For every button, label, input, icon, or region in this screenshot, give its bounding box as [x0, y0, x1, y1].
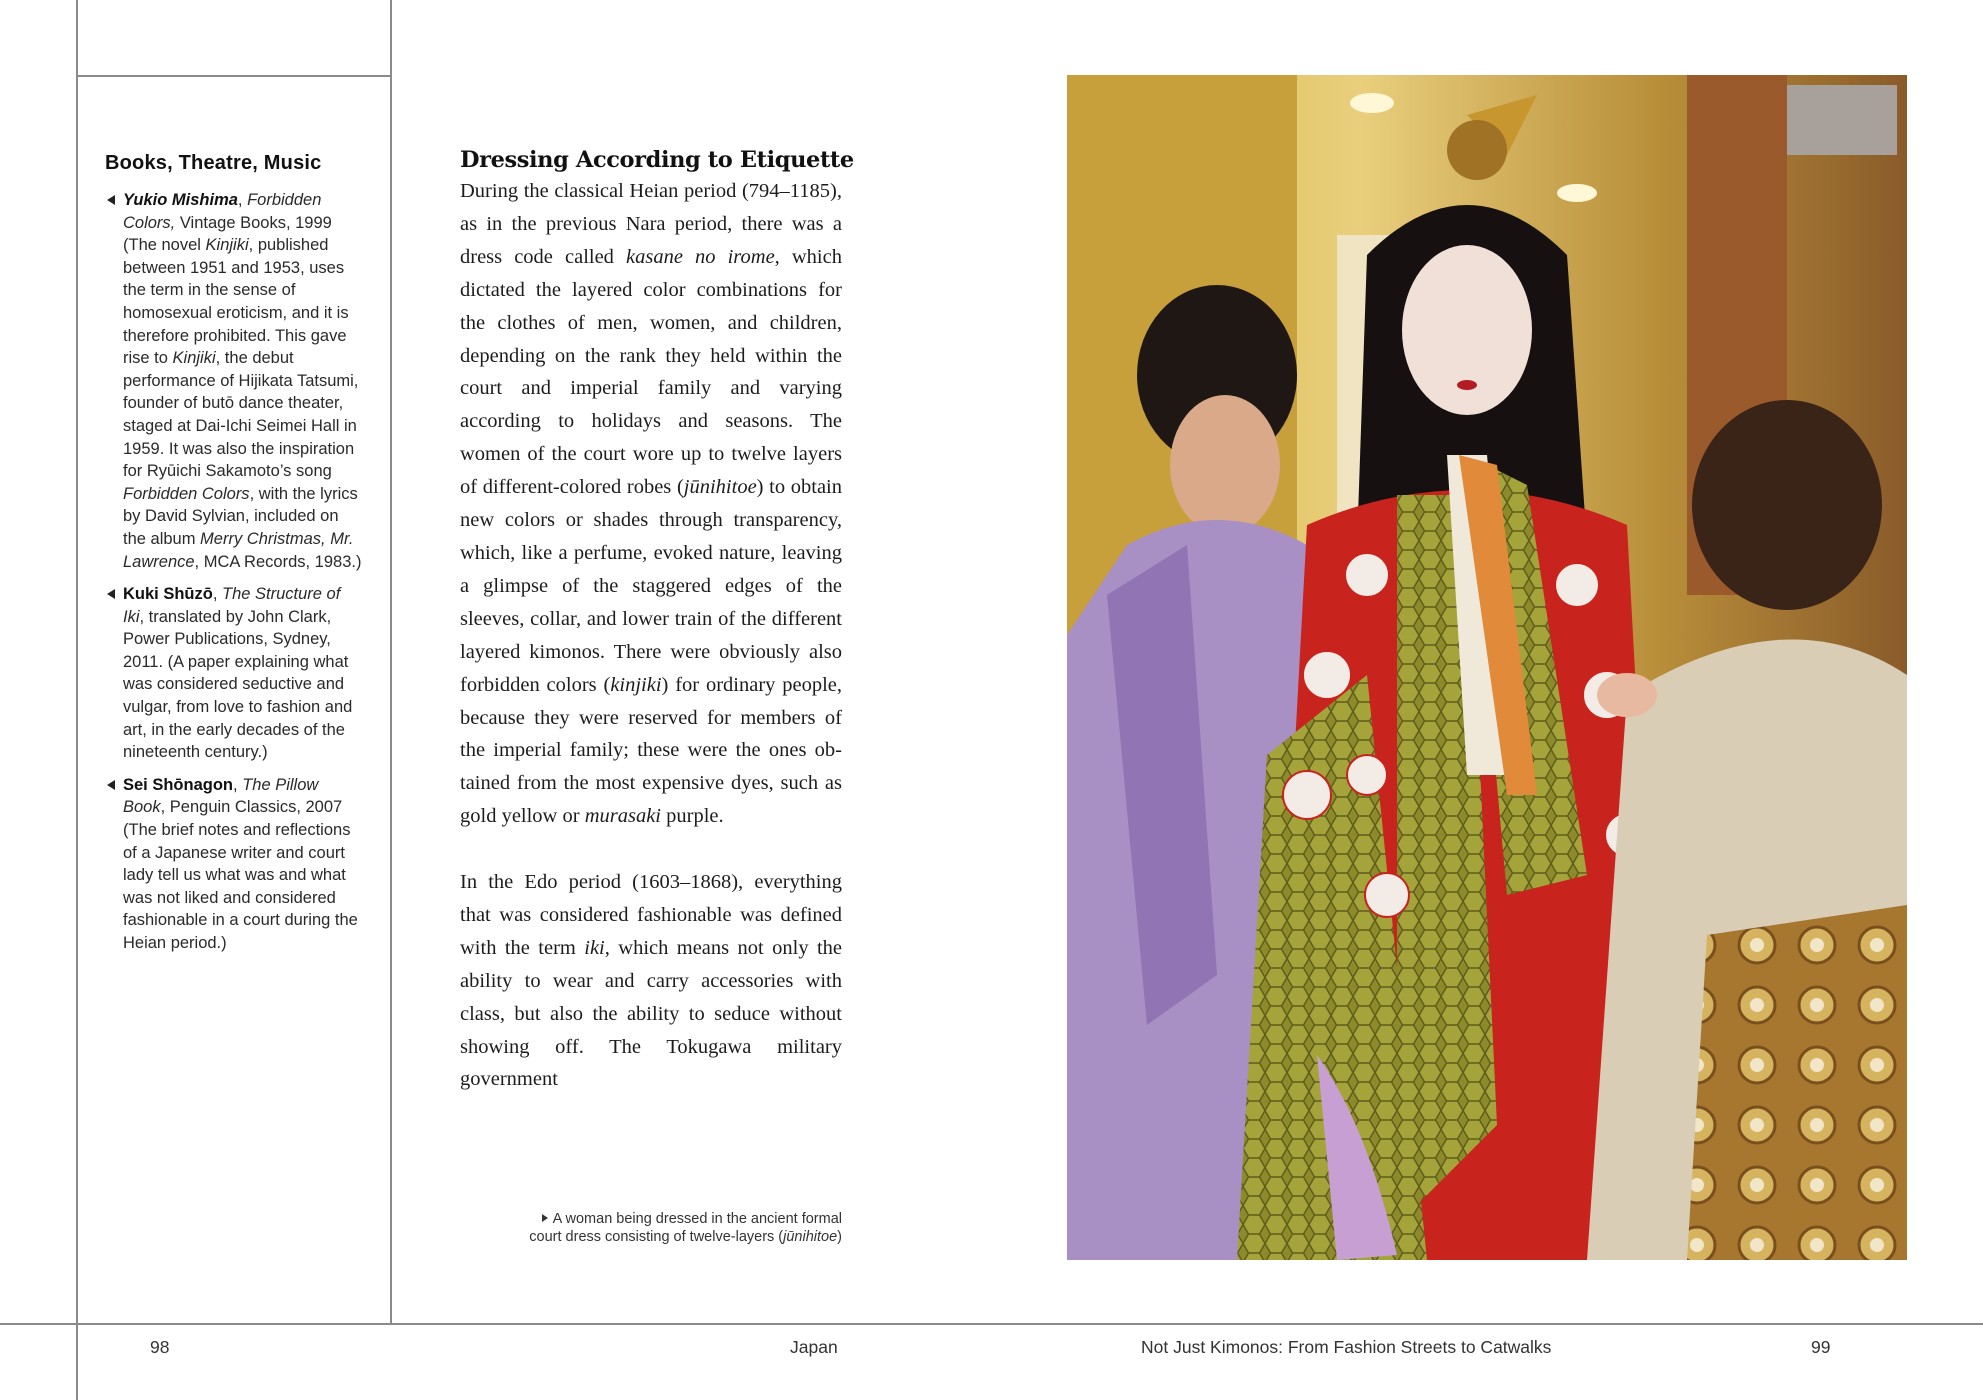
item-text: , with the lyrics by David Sylvian, included on the album — [123, 484, 358, 548]
reading-list — [105, 189, 365, 955]
article-heading: Dressing According to Etiquette — [460, 147, 854, 173]
caption-text: ) — [837, 1229, 842, 1245]
author-name: Kuki Shūzō — [123, 585, 213, 604]
text-run: ) for ordinary people, because they were reserved for members of the imperial family; these were the ones obtained from the most expensive dyes, such as gold yellow or — [460, 673, 843, 828]
text-run: During the classical Heian period (794–1185), as in the previous Nara period, there was a dress code called — [460, 180, 842, 268]
book-title: Kinjiki — [172, 349, 216, 368]
item-text: , the debut performance of Hijikata Tatsumi, founder of butō dance theater, staged at Dai-Ichi Seimei Hall in 1959. It was also the inspiration for Ryūichi Sakamoto’s song — [123, 349, 359, 481]
italic-term: iki — [584, 936, 605, 959]
sidebar-heading: Books, Theatre, Music — [105, 152, 322, 174]
item-text: , Penguin Classics, 2007 (The brief notes and reflections of a Japanese writer and court lady tell us what was and what was not liked and considered fashionable in a court during the Heian period.) — [123, 798, 358, 952]
page-number-left: 98 — [150, 1337, 170, 1357]
court-dress-photo — [1067, 75, 1907, 1260]
author-name: Yukio Mishima — [123, 191, 238, 209]
book-title: The Structure of Iki — [123, 585, 341, 626]
text-run: , which means not only the ability to wear and carry accessories with class, but also the ability to seduce without showing off. The Tokugawa military government — [460, 936, 843, 1091]
item-text: , published between 1951 and 1953, uses the term in the sense of homosexual eroticism, and it is therefore prohibited. This gave rise to — [123, 236, 349, 368]
song-title: Forbidden Colors — [123, 484, 250, 503]
caption-text: A woman being dressed in the ancient formal court dress consisting of twelve-layers ( — [529, 1211, 842, 1245]
triangle-bullet-icon — [107, 195, 115, 205]
text-run: ) to obtain new colors or shades through transparency, which, like a perfume, evoked nature, leaving a glimpse of the staggered edges of the sleeves, collar, and lower train of the different layered kimonos. There were obviously also forbidden colors ( — [460, 476, 842, 696]
list-item: Kuki Shūzō, The Structure of Iki, translated by John Clark, Power Publications, Sydney, 2011. (A paper explaining what was considered seductive and vulgar, from love to fashion and art, in the early decades of the nineteenth century.) — [105, 583, 365, 764]
article-column — [460, 147, 854, 1096]
book-title: The Pillow Book — [123, 775, 319, 817]
sidebar-reading-list — [105, 152, 365, 965]
caption-arrow-icon — [542, 1214, 548, 1222]
italic-term: kasane no irome — [626, 245, 775, 268]
italic-term: murasaki — [584, 805, 662, 828]
court-dress-illustration — [1067, 75, 1907, 1260]
running-title-right: Not Just Kimonos: From Fashion Streets to Catwalks — [1141, 1337, 1552, 1357]
italic-term: kinjiki — [610, 673, 662, 696]
article-paragraph — [460, 866, 842, 1096]
text-run: In the Edo period (1603–1868), everything that was considered fashionable was defined with the term — [460, 871, 842, 959]
sidebar-divider-rule — [390, 0, 392, 1324]
italic-term: jūnihitoe — [683, 476, 757, 499]
item-text: , MCA Records, 1983.) — [194, 552, 362, 571]
triangle-bullet-icon — [107, 589, 115, 599]
page-number-right: 99 — [1811, 1337, 1831, 1357]
book-title: Kinjiki — [205, 236, 249, 255]
item-text: , translated by John Clark, Power Publications, Sydney, 2011. (A paper explaining what was considered seductive and vulgar, from love to fashion and art, in the early decades of the nineteenth century.) — [123, 607, 353, 762]
running-title-left: Japan — [790, 1337, 838, 1357]
footer-rule — [0, 1323, 1983, 1325]
left-margin-rule — [76, 0, 78, 1400]
sidebar-top-rule — [76, 75, 391, 77]
list-item: Yukio Mishima, Forbidden Colors, Vintage Books, 1999 (The novel Kinjiki, published between 1951 and 1953, uses the term in the sense of homosexual eroticism, and it is therefore prohibited. This gave rise to Kinjiki, the debut performance of Hijikata Tatsumi, founder of butō dance theater, staged at Dai-Ichi Seimei Hall in 1959. It was also the inspiration for Ryūichi Sakamoto’s song Forbidden Colors, with the lyrics by David Sylvian, included on the album Merry Christmas, Mr. Lawrence, MCA Records, 1983.) — [105, 189, 365, 573]
item-text: Vintage Books, 1999 (The novel — [123, 213, 332, 255]
caption-italic: jūnihitoe — [783, 1229, 838, 1245]
album-title: Merry Christmas, Mr. Lawrence — [123, 529, 354, 571]
triangle-bullet-icon — [107, 780, 115, 790]
list-item: Sei Shōnagon, The Pillow Book, Penguin Classics, 2007 (The brief notes and reflections of a Japanese writer and court lady tell us what was and what was not liked and considered fashionable in a court during the Heian period.) — [105, 774, 365, 955]
text-run: , which dictated the layered color combinations for the clothes of men, women, and children, depending on the rank they held within the court and imperial family and varying according to holidays and seasons. The women of the court wore up to twelve layers of different-colored robes ( — [460, 245, 842, 499]
author-name: Sei Shōnagon — [123, 775, 234, 794]
photo-caption — [520, 1210, 842, 1246]
article-paragraph — [460, 175, 842, 833]
book-title: Forbidden Colors, — [123, 191, 322, 232]
text-run: purple. — [661, 805, 724, 828]
